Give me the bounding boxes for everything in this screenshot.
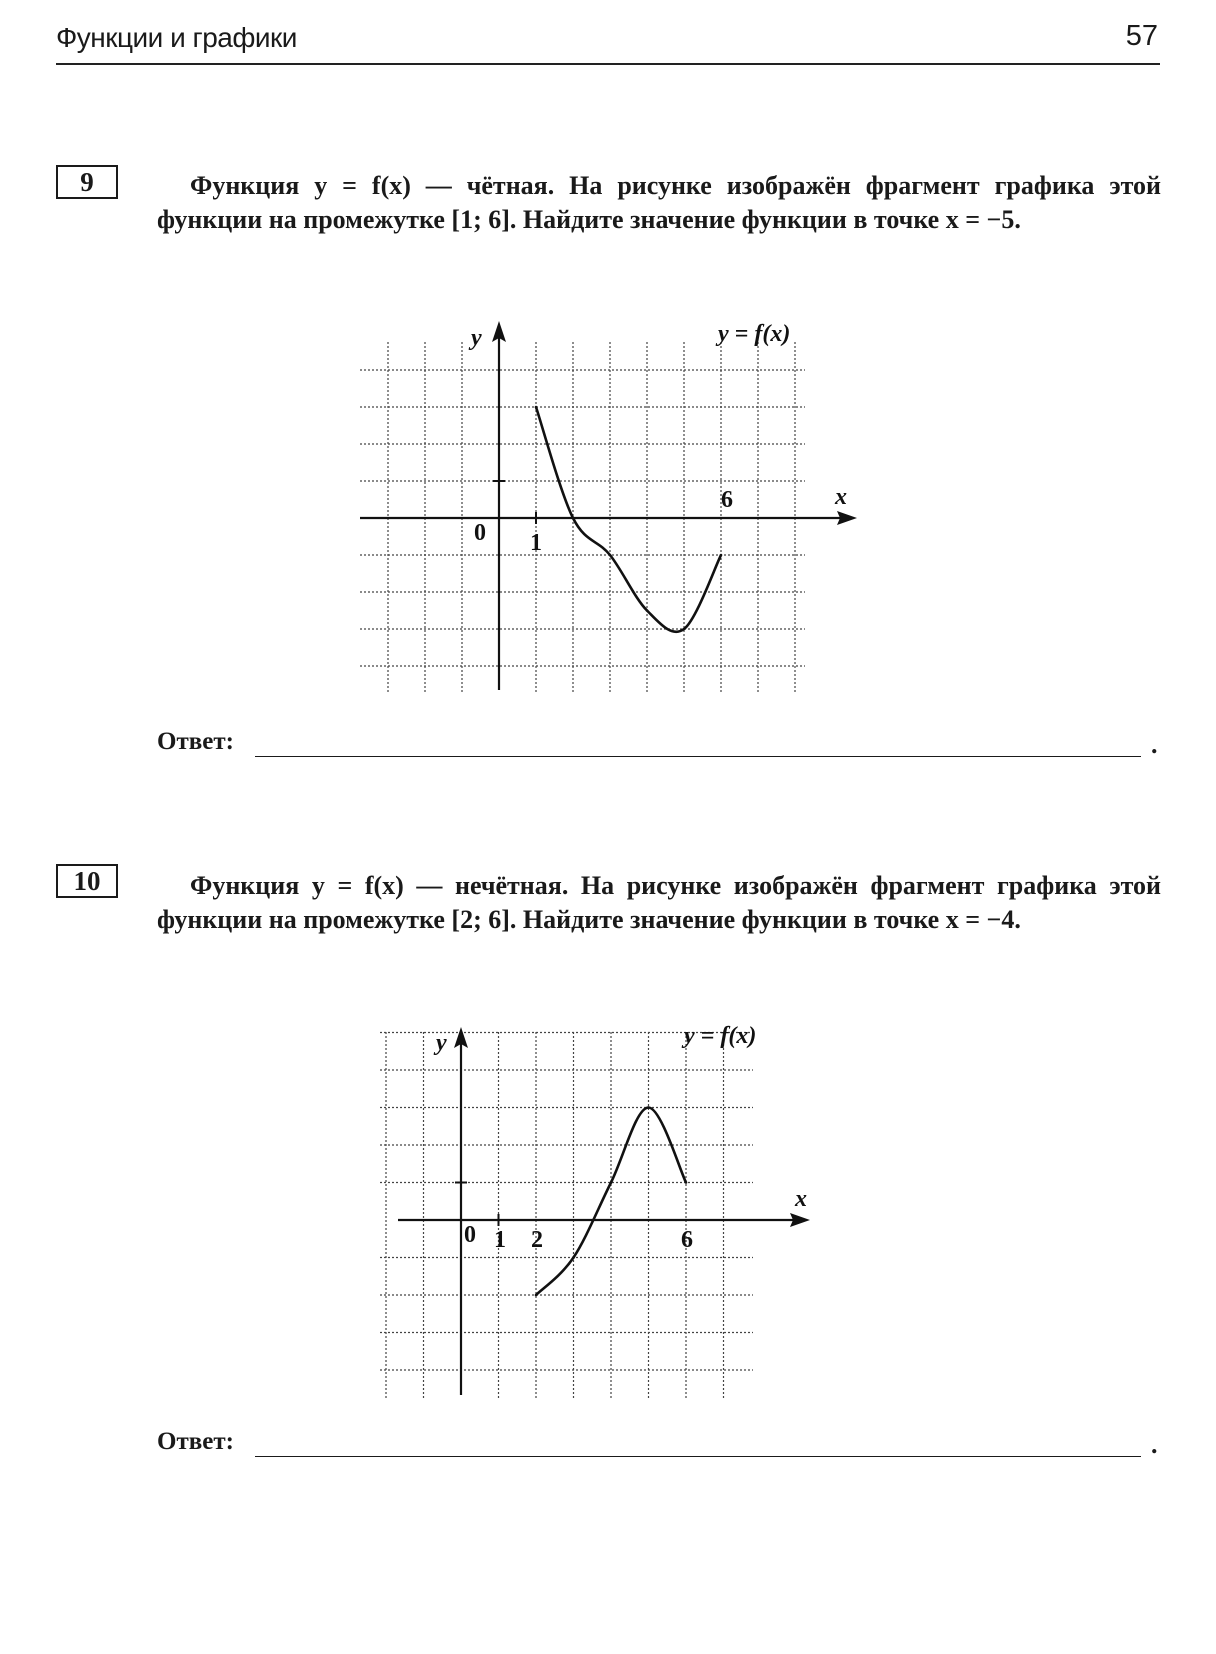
graph-task-9 bbox=[340, 300, 860, 710]
data-point bbox=[720, 554, 723, 557]
graph-grid bbox=[380, 1032, 753, 1398]
x-axis-label: x bbox=[795, 1186, 807, 1212]
answer-period: . bbox=[1151, 730, 1158, 759]
running-header: Функции и графики bbox=[56, 22, 297, 53]
tick-label-1: 1 bbox=[494, 1227, 506, 1253]
answer-label: Ответ: bbox=[157, 728, 234, 755]
function-label: y = f(x) bbox=[684, 1023, 757, 1049]
task-text: Функция y = f(x) — нечётная. На рисунке изображён фрагмент графика этой функции на промежутке [2; 6]. Найдите значение функции в точке x = −4. bbox=[157, 871, 1161, 934]
data-point bbox=[646, 609, 649, 612]
answer-label: Ответ: bbox=[157, 1428, 234, 1455]
data-point bbox=[647, 1106, 650, 1109]
x-axis-label: x bbox=[835, 484, 847, 510]
y-axis-label: y bbox=[471, 325, 482, 351]
x-axis-arrow bbox=[790, 1213, 810, 1227]
data-point bbox=[572, 517, 575, 520]
data-point bbox=[535, 406, 538, 409]
answer-field[interactable] bbox=[255, 756, 1141, 757]
page-number: 57 bbox=[1125, 20, 1158, 52]
tick-label-6: 6 bbox=[721, 487, 733, 513]
task-number-box: 9 bbox=[56, 165, 118, 199]
origin-label: 0 bbox=[474, 520, 486, 546]
tick-label-1: 1 bbox=[530, 530, 542, 556]
data-point bbox=[535, 1294, 538, 1297]
data-point bbox=[685, 1181, 688, 1184]
function-curve bbox=[536, 407, 721, 632]
tick-label-2: 2 bbox=[531, 1227, 543, 1253]
x-axis-arrow bbox=[837, 511, 857, 525]
task-number-box: 10 bbox=[56, 864, 118, 898]
answer-field[interactable] bbox=[255, 1456, 1141, 1457]
data-point bbox=[683, 628, 686, 631]
answer-period: . bbox=[1151, 1430, 1158, 1459]
tick-label-6: 6 bbox=[681, 1227, 693, 1253]
header-rule bbox=[56, 63, 1160, 65]
graph-task-10 bbox=[380, 1000, 830, 1410]
data-point bbox=[609, 554, 612, 557]
task-text: Функция y = f(x) — чётная. На рисунке изображён фрагмент графика этой функции на промежутке [1; 6]. Найдите значение функции в точке x = −5. bbox=[157, 171, 1161, 234]
data-point bbox=[572, 1256, 575, 1259]
data-point bbox=[610, 1181, 613, 1184]
y-axis-label: y bbox=[436, 1030, 447, 1056]
origin-label: 0 bbox=[464, 1222, 476, 1248]
function-label: y = f(x) bbox=[718, 321, 791, 347]
